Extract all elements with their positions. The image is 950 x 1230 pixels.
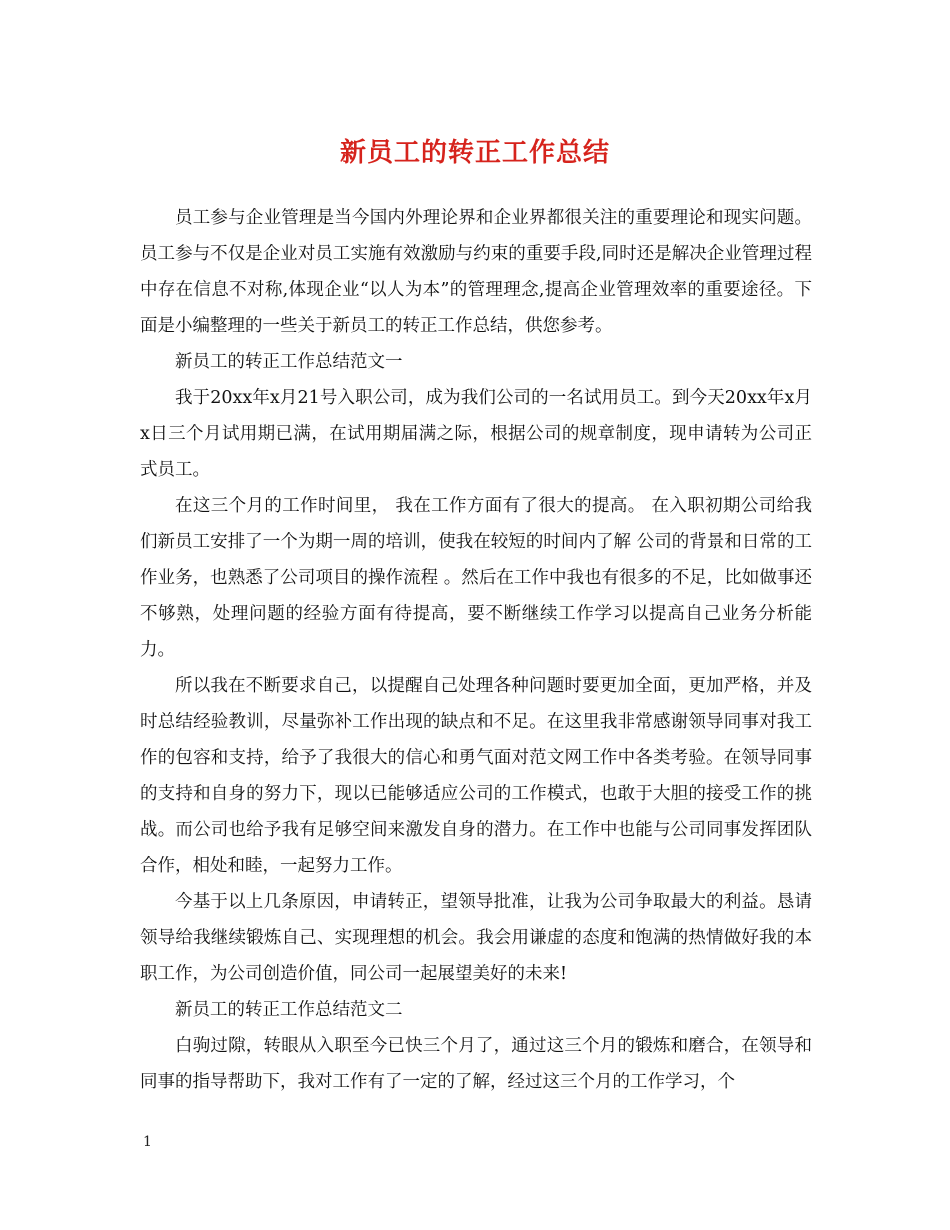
page-number: 1 bbox=[143, 1134, 152, 1150]
body-paragraph: 所以我在不断要求自己，以提醒自己处理各种问题时要更加全面，更加严格，并及时总结经验教训，尽量弥补工作出现的缺点和不足。在这里我非常感谢领导同事对我工作的包容和支持，给予了我很大的信心和勇气面对范文网工作中各类考验。在领导同事的支持和自身的努力下，现以已能够适应公司的工作模式，也敢于大胆的接受工作的挑战。而公司也给予我有足够空间来激发自身的潜力。在工作中也能与公司同事发挥团队合作，相处和睦，一起努力工作。 bbox=[140, 676, 812, 876]
body-paragraph: 白驹过隙，转眼从入职至今已快三个月了，通过这三个月的锻炼和磨合，在领导和同事的指导帮助下，我对工作有了一定的了解，经过这三个月的工作学习，个 bbox=[140, 1036, 812, 1092]
document-title: 新员工的转正工作总结 bbox=[339, 138, 610, 168]
body-paragraph: 在这三个月的工作时间里， 我在工作方面有了很大的提高。 在入职初期公司给我们新员工安排了一个为期一周的培训，使我在较短的时间内了解 公司的背景和日常的工作业务，也熟悉了公司项目的操作流程 。然后在工作中我也有很多的不足，比如做事还不够熟，处理问题的经验方面有待提高，要不断继续工作学习以提高自己业务分析能力。 bbox=[140, 496, 812, 660]
section-heading-sample-two: 新员工的转正工作总结范文二 bbox=[175, 1000, 403, 1020]
body-paragraph: 今基于以上几条原因，申请转正，望领导批准，让我为公司争取最大的利益。恳请领导给我继续锻炼自己、实现理想的机会。我会用谦虚的态度和饱满的热情做好我的本职工作，为公司创造价值，同公司一起展望美好的未来! bbox=[140, 892, 812, 984]
document-body bbox=[140, 200, 812, 1100]
section-heading-sample-one: 新员工的转正工作总结范文一 bbox=[175, 352, 403, 372]
intro-paragraph: 员工参与企业管理是当今国内外理论界和企业界都很关注的重要理论和现实问题。员工参与不仅是企业对员工实施有效激励与约束的重要手段,同时还是解决企业管理过程中存在信息不对称,体现企业“以人为本”的管理理念,提高企业管理效率的重要途径。下面是小编整理的一些关于新员工的转正工作总结，供您参考。 bbox=[140, 208, 812, 336]
body-paragraph: 我于20xx年x月21号入职公司，成为我们公司的一名试用员工。到今天20xx年x月x日三个月试用期已满，在试用期届满之际，根据公司的规章制度，现申请转为公司正式员工。 bbox=[140, 388, 812, 480]
